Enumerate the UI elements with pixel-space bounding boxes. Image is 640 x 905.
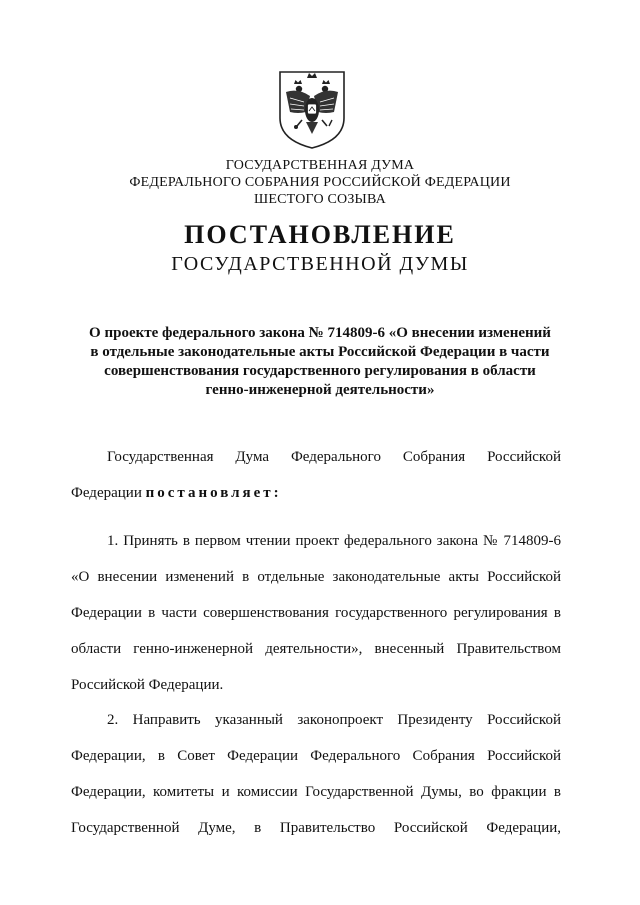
paragraph-1-line-3: Федерации в части совершенствования государственного регулирования в [71,605,561,621]
paragraph-2-line-1: 2. Направить указанный законопроект Президенту Российской [107,712,561,728]
subject-line-3: совершенствования государственного регулирования в области [104,363,536,379]
paragraph-1-line-1: 1. Принять в первом чтении проект федерального закона № 714809-6 [107,533,561,549]
document-subtitle: ГОСУДАРСТВЕННОЙ ДУМЫ [171,253,469,275]
paragraph-1-line-4: области генно-инженерной деятельности», внесенный Правительством [71,641,561,657]
subject-line-4: генно-инженерной деятельности» [205,382,435,398]
intro-text: Федерации [71,485,146,501]
intro-line-2 [71,485,561,502]
subject-line-1: О проекте федерального закона № 714809-6 «О внесении изменений [89,325,551,341]
paragraph-2-line-4: Государственной Думе, в Правительство Российской Федерации, [71,820,561,836]
paragraph-2-line-2: Федерации, в Совет Федерации Федерального Собрания Российской [71,748,561,764]
paragraph-2-line-3: Федерации, комитеты и комиссии Государственной Думы, во фракции в [71,784,561,800]
intro-line-1: Государственная Дума Федерального Собрания Российской [107,449,561,465]
paragraph-1-line-2: «О внесении изменений в отдельные законодательные акты Российской [71,569,561,585]
document-title: ПОСТАНОВЛЕНИЕ [184,220,456,249]
header-line-1: ГОСУДАРСТВЕННАЯ ДУМА [225,158,415,173]
resolution-keyword: постановляет: [145,485,282,501]
header-line-3: ШЕСТОГО СОЗЫВА [254,192,386,207]
header-line-2: ФЕДЕРАЛЬНОГО СОБРАНИЯ РОССИЙСКОЙ ФЕДЕРАЦИИ [129,175,511,190]
subject-line-2: в отдельные законодательные акты Российской Федерации в части [90,344,550,360]
coat-of-arms-emblem [276,68,348,150]
paragraph-1-line-5: Российской Федерации. [71,677,224,693]
